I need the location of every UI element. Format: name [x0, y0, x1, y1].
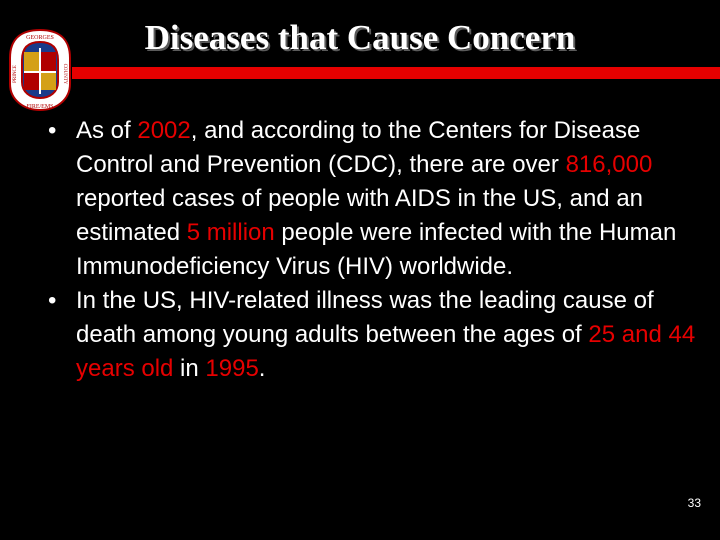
bullet-list — [44, 114, 714, 386]
bullet-marker: • — [48, 117, 57, 144]
prince-georges-county-fire-ems-seal-icon — [8, 28, 72, 112]
highlighted-text: 816,000 — [565, 151, 653, 178]
highlighted-text: 5 million — [186, 219, 275, 246]
bullet-text: in — [173, 355, 206, 382]
bullet-text: In the US, HIV-related illness was the leading cause of death among young adults between the ages of — [76, 287, 654, 348]
seal-logo — [8, 28, 72, 112]
highlighted-text: 2002 — [137, 117, 191, 144]
bullet-text: . — [258, 355, 266, 382]
bullet-marker: • — [48, 287, 57, 314]
bullet-text: As of — [76, 117, 138, 144]
highlighted-text: 25 and 44 years old — [76, 321, 696, 382]
bullet-text: , and according to the Centers for Disease Control and Prevention (CDC), there are over — [76, 117, 641, 178]
bullet-text: people were infected with the Human Immunodeficiency Virus (HIV) worldwide. — [76, 219, 677, 280]
svg-text:COUNTY: COUNTY — [62, 63, 67, 85]
bullet-text: reported cases of people with AIDS in the US, and an estimated — [76, 185, 644, 246]
svg-text:PRINCE: PRINCE — [13, 65, 18, 83]
title-accent-bar — [72, 67, 720, 79]
bullet-item — [44, 114, 714, 284]
svg-text:GEORGES: GEORGES — [26, 35, 54, 41]
highlighted-text: 1995 — [205, 355, 259, 382]
slide-title: Diseases that Cause Concern — [144, 18, 576, 57]
page-number: 33 — [687, 496, 701, 510]
svg-text:FIRE/EMS: FIRE/EMS — [26, 104, 54, 110]
bullet-item — [44, 284, 714, 386]
